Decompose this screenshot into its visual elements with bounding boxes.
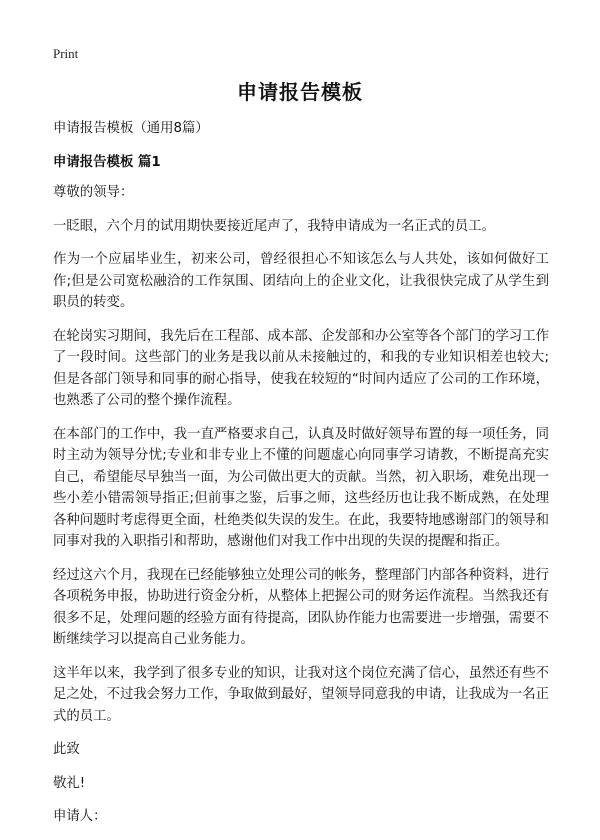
body-paragraph: 这半年以来，我学到了很多专业的知识，让我对这个岗位充满了信心，虽然还有些不足之处，不过我会努力工作，争取做到最好，望领导同意我的申请，让我成为一名正式的员工。 (53, 665, 549, 724)
document-body (53, 118, 549, 840)
section-heading: 申请报告模板 篇1 (53, 154, 161, 170)
salutation: 尊敬的领导： (53, 185, 134, 200)
body-paragraph: 在本部门的工作中，我一直严格要求自己，认真及时做好领导布置的每一项任务，同时主动为领导分忧;专业和非专业上不懂的问题虚心向同事学习请教，不断提高充实自己，希望能尽早独当一面，为公司做出更大的贡献。当然，初入职场，难免出现一些小差小错需领导指正;但前事之鉴，后事之师，这些经历也让我不断成熟，在处理各种问题时考虑得更全面，杜绝类似失误的发生。在此，我要特地感谢部门的领导和同事对我的入职指引和帮助，感谢他们对我工作中出现的失误的提醒和指正。 (53, 426, 549, 549)
print-link[interactable]: Print (53, 46, 79, 61)
closing-regards: 敬礼! (53, 775, 86, 791)
closing-line: 此致 (53, 742, 80, 757)
body-paragraph: 一眨眼，六个月的试用期快要接近尾声了，我特申请成为一名正式的员工。 (53, 218, 495, 234)
body-paragraph: 在轮岗实习期间，我先后在工程部、成本部、企发部和办公室等各个部门的学习工作了一段时间。这些部门的业务是我以前从未接触过的，和我的专业知识相差也较大;但是各部门领导和同事的耐心指导，使我在较短的“时间内适应了公司的工作环境，也熟悉了公司的整个操作流程。 (53, 328, 549, 408)
document-subtitle: 申请报告模板（通用8篇） (53, 121, 209, 136)
body-paragraph: 经过这六个月，我现在已经能够独立处理公司的帐务，整理部门内部各种资料，进行各项税务申报，协助进行资金分析，从整体上把握公司的财务运作流程。当然我还有很多不足，处理问题的经验方面有待提高，团队协作能力也需要进一步增强，需要不断继续学习以提高自己业务能力。 (53, 567, 549, 647)
page-title: 申请报告模板 (237, 80, 363, 104)
signature-line: 申请人： (53, 809, 107, 824)
body-paragraph: 作为一个应届毕业生，初来公司，曾经很担心不知该怎么与人共处，该如何做好工作;但是公司宽松融洽的工作氛围、团结向上的企业文化，让我很快完成了从学生到职员的转变。 (53, 252, 549, 310)
